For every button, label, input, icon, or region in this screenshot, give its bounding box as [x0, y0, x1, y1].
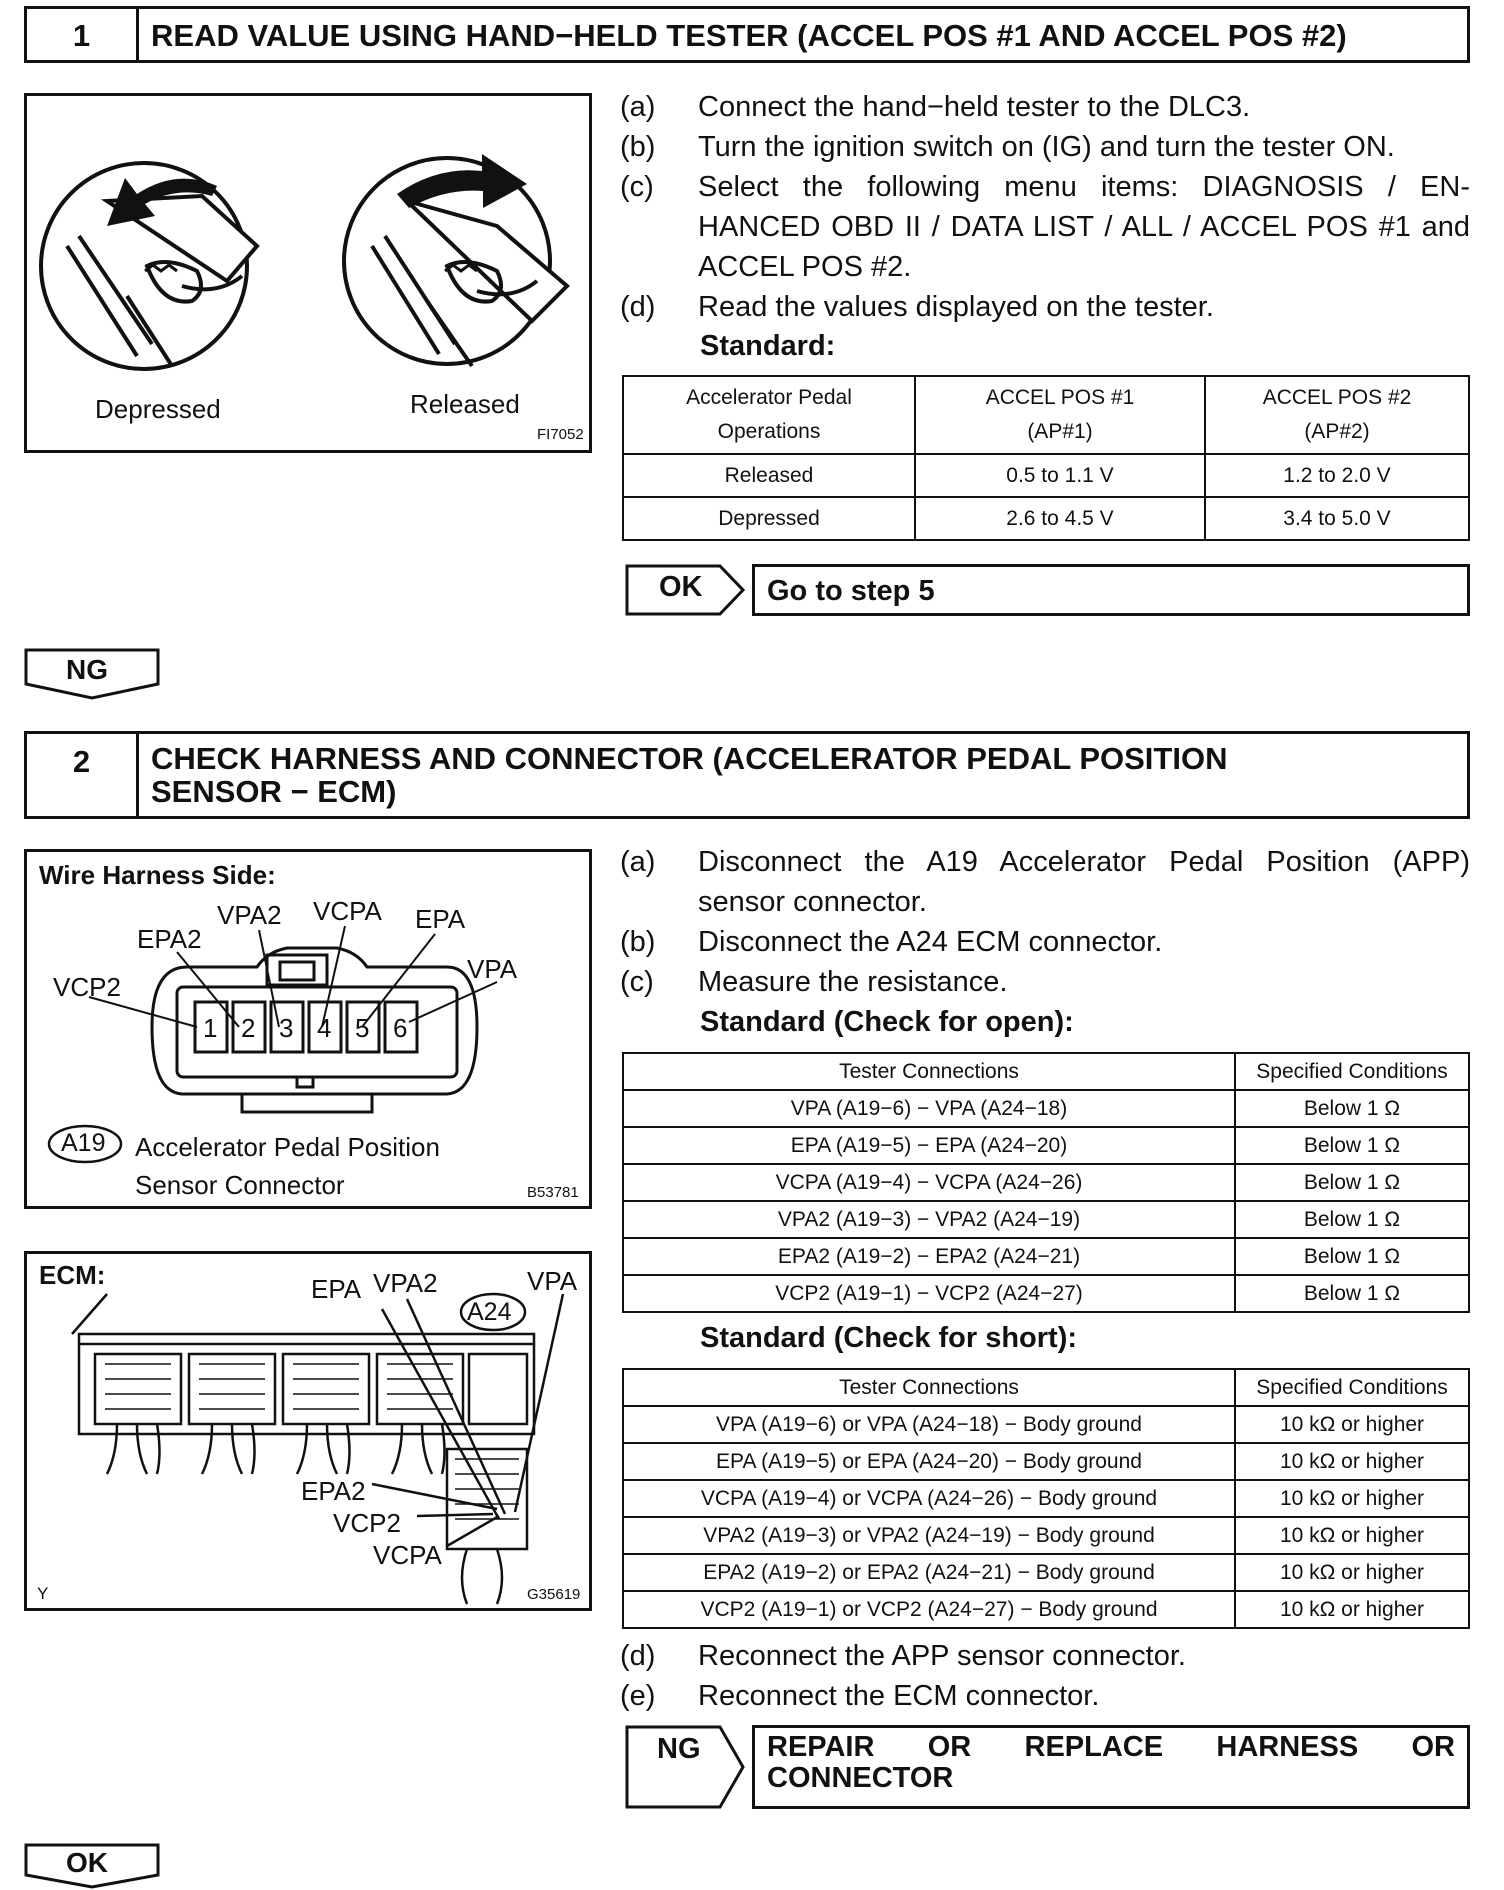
step2-ng-result: REPAIR OR REPLACE HARNESS OR CONNECTOR — [752, 1725, 1470, 1809]
ng-label: NG — [66, 654, 108, 685]
instruction-item: (e) Reconnect the ECM connector. — [620, 1680, 1100, 1712]
ecm-figure — [24, 1251, 592, 1611]
pin-label-epa: EPA — [415, 904, 466, 934]
table-header: ACCEL POS #2 (AP#2) — [1205, 376, 1469, 454]
ecm-heading: ECM: — [39, 1260, 106, 1290]
pin-number: 6 — [393, 1013, 408, 1043]
instruction-item: (c) Measure the resistance. — [620, 966, 1008, 998]
step1-ok-flow — [625, 564, 745, 616]
std-short-label: Standard (Check for short): — [700, 1322, 1078, 1354]
instruction-item: (a) Disconnect the A19 Accelerator Pedal Position (APP) sensor connector. — [620, 846, 1470, 918]
table-header: Accelerator Pedal Operations — [623, 376, 915, 454]
ecm-corner-label: Y — [37, 1584, 49, 1603]
table-header: Tester Connections — [623, 1053, 1235, 1090]
pin-label-vcp2: VCP2 — [53, 972, 121, 1002]
step1-instructions — [620, 87, 1470, 327]
instruction-item: (c) Select the following menu items: DIAGNOSIS / EN-HANCED OBD II / DATA LIST / ALL / ACCEL POS #1 and ACCEL POS #2. — [620, 171, 1470, 283]
instruction-item: (d) Read the values displayed on the tester. — [620, 291, 1214, 323]
open-check-table — [622, 1052, 1470, 1313]
ecm-label-vcpa: VCPA — [373, 1540, 442, 1570]
table-row: EPA2 (A19−2) − EPA2 (A24−21) Below 1 Ω — [623, 1238, 1469, 1275]
pin-label-vcpa: VCPA — [313, 896, 382, 926]
ecm-label-vcp2: VCP2 — [333, 1508, 401, 1538]
pin-number: 1 — [203, 1013, 218, 1043]
pin-label-vpa2: VPA2 — [217, 900, 282, 930]
step2-instructions — [620, 842, 1470, 1002]
table-row: VPA (A19−6) or VPA (A24−18) − Body ground 10 kΩ or higher — [623, 1406, 1469, 1443]
wire-harness-figure — [24, 849, 592, 1209]
depressed-label: Depressed — [95, 394, 221, 424]
figure-id: B53781 — [527, 1184, 579, 1201]
ecm-a24-code: A24 — [467, 1298, 512, 1326]
step2-number: 2 — [27, 734, 139, 816]
step1-standard-table — [622, 375, 1470, 541]
short-check-table — [622, 1368, 1470, 1629]
a19-caption-line2: Sensor Connector — [135, 1170, 345, 1200]
ecm-label-vpa: VPA — [527, 1266, 578, 1296]
step2-instructions-after — [620, 1636, 1470, 1716]
released-label: Released — [410, 389, 520, 419]
table-row: Depressed 2.6 to 4.5 V 3.4 to 5.0 V — [623, 497, 1469, 540]
a19-code: A19 — [61, 1129, 106, 1157]
ok-label: OK — [66, 1847, 108, 1878]
instruction-item: (d) Reconnect the APP sensor connector. — [620, 1640, 1186, 1672]
ecm-connector-diagram — [27, 1254, 589, 1608]
step1-number: 1 — [27, 9, 139, 60]
ecm-label-vpa2: VPA2 — [373, 1268, 438, 1298]
table-header: ACCEL POS #1 (AP#1) — [915, 376, 1205, 454]
table-header: Specified Conditions — [1235, 1053, 1469, 1090]
std-open-label: Standard (Check for open): — [700, 1006, 1074, 1038]
table-row: VCPA (A19−4) or VCPA (A24−26) − Body ground 10 kΩ or higher — [623, 1480, 1469, 1517]
table-row: VCPA (A19−4) − VCPA (A24−26) Below 1 Ω — [623, 1164, 1469, 1201]
pin-number: 4 — [317, 1013, 332, 1043]
step2-header — [24, 731, 1470, 819]
step1-ng-flow — [24, 648, 162, 698]
pin-label-epa2: EPA2 — [137, 924, 202, 954]
pin-number: 5 — [355, 1013, 370, 1043]
step1-ok-result: Go to step 5 — [752, 564, 1470, 616]
table-row: VPA2 (A19−3) or VPA2 (A24−19) − Body ground 10 kΩ or higher — [623, 1517, 1469, 1554]
figure-id: FI7052 — [537, 426, 584, 443]
wire-harness-heading: Wire Harness Side: — [39, 860, 276, 890]
table-row: EPA (A19−5) or EPA (A24−20) − Body ground 10 kΩ or higher — [623, 1443, 1469, 1480]
pedal-figure — [24, 93, 592, 453]
step1-header — [24, 6, 1470, 63]
table-row: EPA (A19−5) − EPA (A24−20) Below 1 Ω — [623, 1127, 1469, 1164]
table-row: Released 0.5 to 1.1 V 1.2 to 2.0 V — [623, 454, 1469, 497]
instruction-item: (b) Disconnect the A24 ECM connector. — [620, 926, 1163, 958]
step2-ok-flow — [24, 1843, 162, 1889]
table-header: Specified Conditions — [1235, 1369, 1469, 1406]
instruction-item: (a) Connect the hand−held tester to the DLC3. — [620, 91, 1251, 123]
a19-caption-line1: Accelerator Pedal Position — [135, 1132, 440, 1162]
step2-title: CHECK HARNESS AND CONNECTOR (ACCELERATOR PEDAL POSITION SENSOR − ECM) — [151, 741, 1228, 809]
step2-ng-flow — [625, 1725, 745, 1809]
ok-label: OK — [659, 571, 703, 603]
table-row: EPA2 (A19−2) or EPA2 (A24−21) − Body ground 10 kΩ or higher — [623, 1554, 1469, 1591]
instruction-item: (b) Turn the ignition switch on (IG) and turn the tester ON. — [620, 131, 1395, 163]
figure-id: G35619 — [527, 1586, 581, 1603]
table-row: VPA2 (A19−3) − VPA2 (A24−19) Below 1 Ω — [623, 1201, 1469, 1238]
ng-label: NG — [657, 1733, 701, 1765]
pin-number: 2 — [241, 1013, 256, 1043]
table-header: Tester Connections — [623, 1369, 1235, 1406]
pin-number: 3 — [279, 1013, 294, 1043]
ecm-label-epa2: EPA2 — [301, 1476, 366, 1506]
ecm-label-epa: EPA — [311, 1274, 362, 1304]
pin-label-vpa: VPA — [467, 954, 518, 984]
step1-title: READ VALUE USING HAND−HELD TESTER (ACCEL POS #1 AND ACCEL POS #2) — [151, 18, 1347, 53]
step1-standard-label: Standard: — [700, 330, 836, 362]
table-row: VPA (A19−6) − VPA (A24−18) Below 1 Ω — [623, 1090, 1469, 1127]
table-row: VCP2 (A19−1) − VCP2 (A24−27) Below 1 Ω — [623, 1275, 1469, 1312]
table-row: VCP2 (A19−1) or VCP2 (A24−27) − Body ground 10 kΩ or higher — [623, 1591, 1469, 1628]
